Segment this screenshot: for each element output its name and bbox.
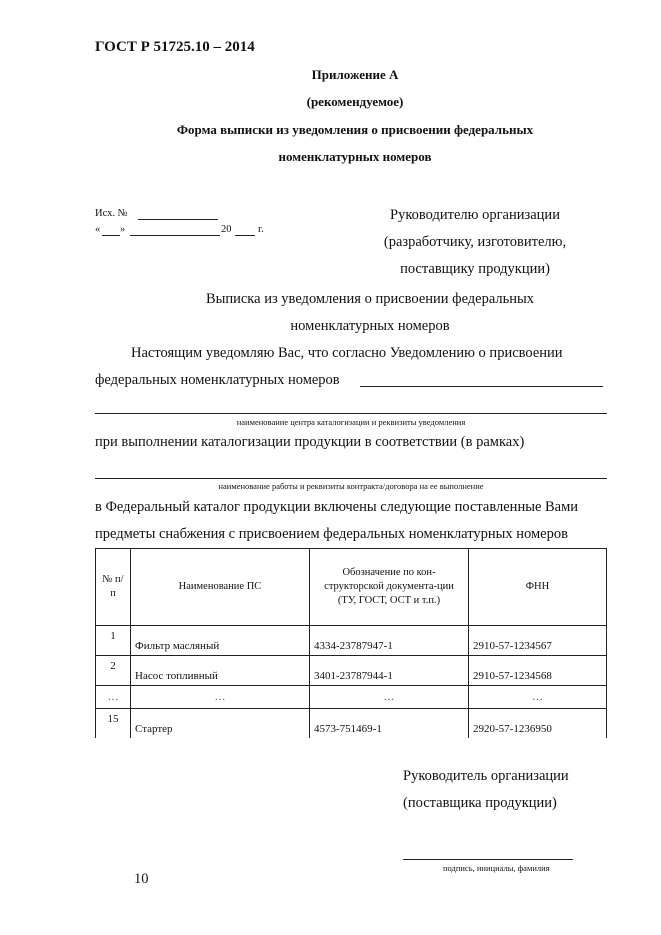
table-row bbox=[96, 656, 607, 686]
signature-title-line2: (поставщика продукции) bbox=[403, 795, 557, 811]
caption-catalog-center: наименование центра каталогизации и реквизиты уведомления bbox=[236, 417, 466, 427]
standard-header: ГОСТ Р 51725.10 – 2014 bbox=[95, 39, 255, 55]
fnn-table bbox=[95, 548, 607, 738]
row-designation: … bbox=[310, 686, 469, 709]
catalog-center-blank bbox=[360, 386, 603, 387]
year-blank bbox=[235, 235, 255, 236]
signature-title-line1: Руководитель организации bbox=[403, 768, 569, 784]
table-row-ellipsis bbox=[96, 686, 607, 709]
row-fnn: 2910-57-1234568 bbox=[469, 656, 607, 686]
paragraph1-line1: Настоящим уведомляю Вас, что согласно Уведомлению о присвоении bbox=[131, 345, 563, 361]
month-blank bbox=[130, 235, 220, 236]
addressee-line2: (разработчику, изготовителю, bbox=[383, 234, 567, 250]
addressee-line3: поставщику продукции) bbox=[400, 261, 550, 277]
date-open-quote: « bbox=[95, 224, 101, 235]
row-num: … bbox=[96, 686, 131, 709]
appendix-status: (рекомендуемое) bbox=[306, 94, 404, 109]
page-number: 10 bbox=[134, 871, 149, 887]
year-suffix: г. bbox=[258, 224, 264, 235]
row-num: 1 bbox=[96, 626, 131, 656]
row-num: 15 bbox=[96, 709, 131, 739]
year-prefix: 20 bbox=[221, 224, 232, 235]
date-close-quote: » bbox=[120, 224, 126, 235]
paragraph1-line2: федеральных номенклатурных номеров bbox=[95, 372, 340, 388]
header-num: № п/п bbox=[96, 549, 131, 626]
doc-title-line2: номенклатурных номеров bbox=[290, 318, 450, 334]
paragraph3-line2: предметы снабжения с присвоением федеральных номенклатурных номеров bbox=[95, 526, 568, 542]
row-fnn: 2920-57-1236950 bbox=[469, 709, 607, 739]
header-designation: Обозначение по кон-структорской документа-ции (ТУ, ГОСТ, ОСТ и т.п.) bbox=[310, 549, 469, 626]
row-num: 2 bbox=[96, 656, 131, 686]
row-fnn: 2910-57-1234567 bbox=[469, 626, 607, 656]
table-header-row bbox=[96, 549, 607, 626]
row-designation: 4573-751469-1 bbox=[310, 709, 469, 739]
outgoing-ref-label: Исх. № bbox=[95, 208, 128, 219]
paragraph3-line1: в Федеральный каталог продукции включены следующие поставленные Вами bbox=[95, 499, 579, 515]
signature-blank bbox=[403, 859, 573, 860]
catalog-center-blank-2 bbox=[95, 413, 607, 414]
ref-number-blank bbox=[138, 219, 218, 220]
table-row bbox=[96, 626, 607, 656]
row-designation: 4334-23787947-1 bbox=[310, 626, 469, 656]
form-title-line2: номенклатурных номеров bbox=[278, 149, 432, 164]
row-name: Насос топливный bbox=[131, 656, 310, 686]
form-title-line1: Форма выписки из уведомления о присвоении федеральных bbox=[176, 122, 534, 137]
contract-blank bbox=[95, 478, 607, 479]
row-name: Стартер bbox=[131, 709, 310, 739]
row-name: … bbox=[131, 686, 310, 709]
signature-caption: подпись, инициалы, фамилия bbox=[443, 863, 550, 873]
doc-title-line1: Выписка из уведомления о присвоении федеральных bbox=[205, 291, 535, 307]
table-row bbox=[96, 709, 607, 739]
row-designation: 3401-23787944-1 bbox=[310, 656, 469, 686]
row-fnn: … bbox=[469, 686, 607, 709]
paragraph2: при выполнении каталогизации продукции в соответствии (в рамках) bbox=[95, 434, 525, 450]
appendix-label: Приложение А bbox=[311, 67, 399, 82]
header-fnn: ФНН bbox=[469, 549, 607, 626]
header-name: Наименование ПС bbox=[131, 549, 310, 626]
row-name: Фильтр масляный bbox=[131, 626, 310, 656]
caption-contract: наименование работы и реквизиты контракта/договора на ее выполнение bbox=[218, 481, 484, 491]
addressee-line1: Руководителю организации bbox=[390, 207, 560, 223]
day-blank bbox=[102, 235, 120, 236]
